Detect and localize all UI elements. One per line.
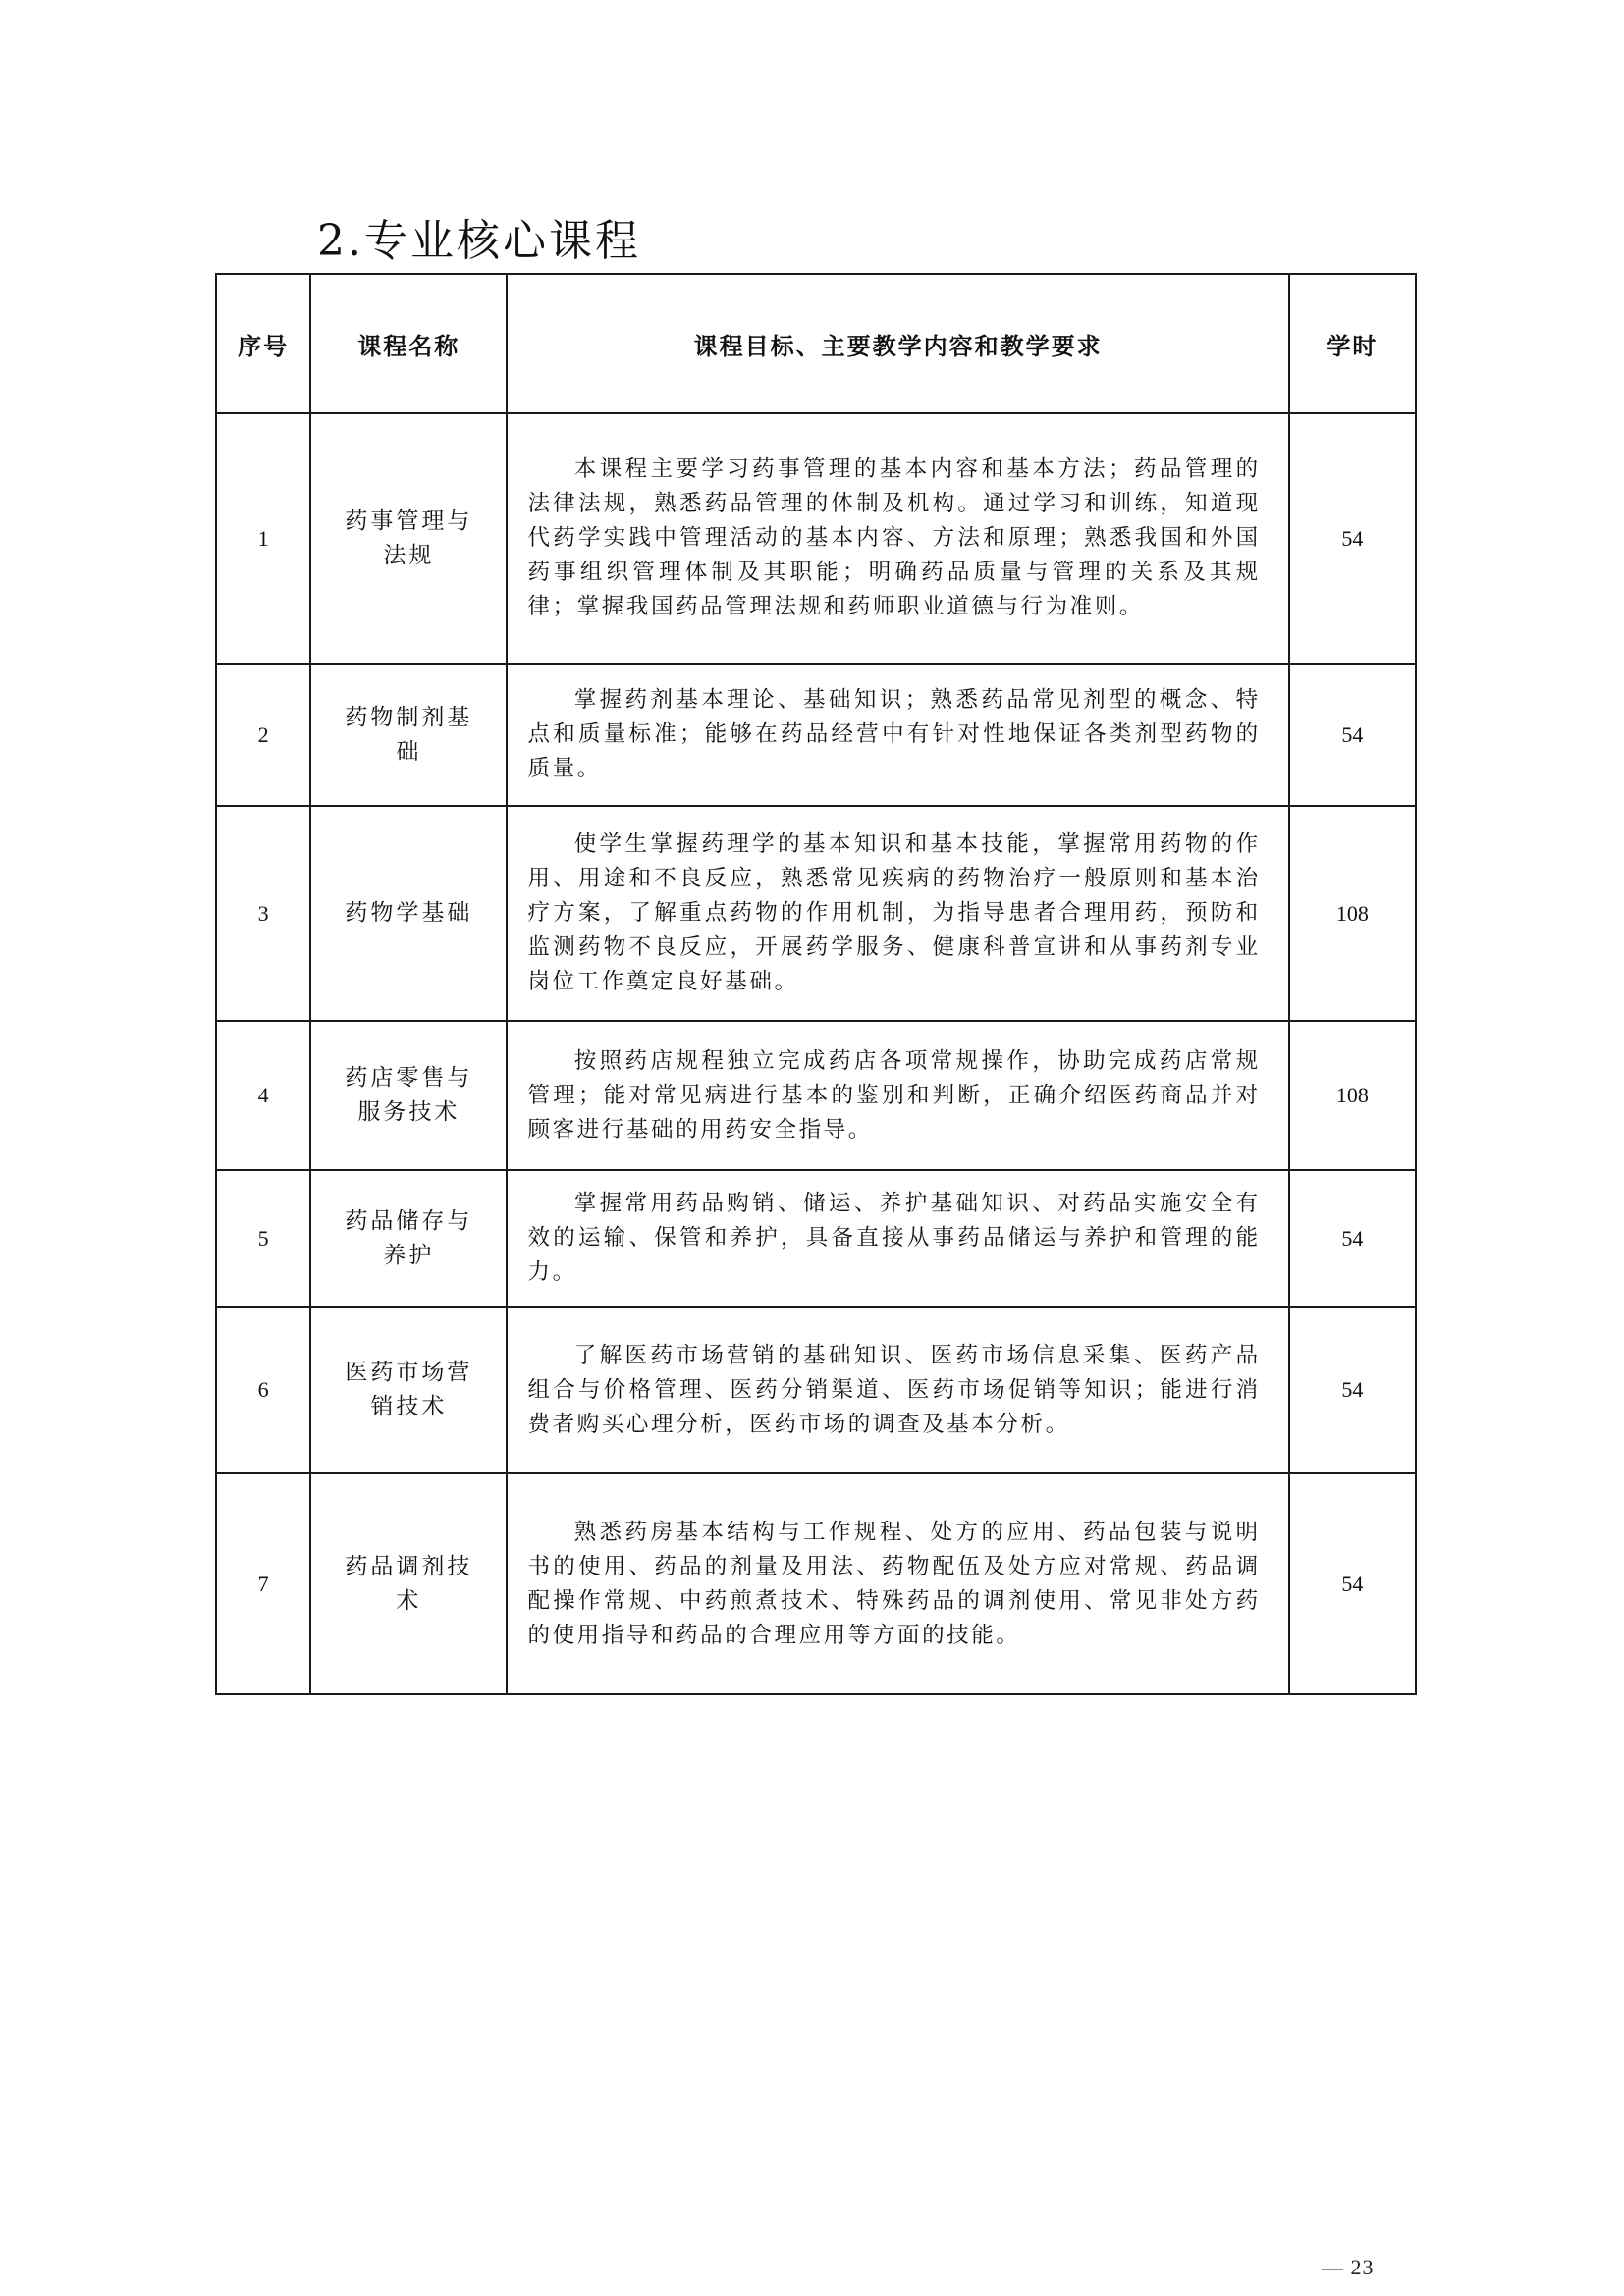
row-number: 5 [216,1170,310,1307]
section-title: 2.专业核心课程 [317,216,641,266]
table-row [216,1021,1416,1170]
core-course-table [215,273,1417,1695]
course-description: 熟悉药房基本结构与工作规程、处方的应用、药品包装与说明书的使用、药品的剂量及用法、药物配伍及处方应对常规、药品调配操作常规、中药煎煮技术、特殊药品的调剂使用、常见非处方药的使用指导和药品的合理应用等方面的技能。 [507,1473,1288,1694]
row-number: 7 [216,1473,310,1694]
row-number: 4 [216,1021,310,1170]
table-row [216,806,1416,1021]
header-hours: 学时 [1289,274,1416,413]
row-number: 3 [216,806,310,1021]
course-description: 了解医药市场营销的基础知识、医药市场信息采集、医药产品组合与价格管理、医药分销渠道、医药市场促销等知识；能进行消费者购买心理分析，医药市场的调查及基本分析。 [507,1307,1288,1473]
table-row [216,413,1416,664]
table-row [216,664,1416,806]
course-name: 医药市场营销技术 [310,1307,507,1473]
course-hours: 54 [1289,664,1416,806]
table-row [216,1307,1416,1473]
row-number: 2 [216,664,310,806]
course-name: 药品储存与养护 [310,1170,507,1307]
course-name: 药事管理与法规 [310,413,507,664]
row-number: 6 [216,1307,310,1473]
course-hours: 108 [1289,806,1416,1021]
course-description: 本课程主要学习药事管理的基本内容和基本方法；药品管理的法律法规，熟悉药品管理的体制及机构。通过学习和训练，知道现代药学实践中管理活动的基本内容、方法和原理；熟悉我国和外国药事组织管理体制及其职能；明确药品质量与管理的关系及其规律；掌握我国药品管理法规和药师职业道德与行为准则。 [507,413,1288,664]
course-hours: 54 [1289,1170,1416,1307]
table-header-row [216,274,1416,413]
course-name: 药物制剂基础 [310,664,507,806]
course-description: 按照药店规程独立完成药店各项常规操作，协助完成药店常规管理；能对常见病进行基本的鉴别和判断，正确介绍医药商品并对顾客进行基础的用药安全指导。 [507,1021,1288,1170]
course-name: 药品调剂技术 [310,1473,507,1694]
page-number: — 23 [1322,2255,1375,2279]
course-description: 掌握药剂基本理论、基础知识；熟悉药品常见剂型的概念、特点和质量标准；能够在药品经营中有针对性地保证各类剂型药物的质量。 [507,664,1288,806]
course-hours: 54 [1289,413,1416,664]
course-description: 掌握常用药品购销、储运、养护基础知识、对药品实施安全有效的运输、保管和养护，具备直接从事药品储运与养护和管理的能力。 [507,1170,1288,1307]
header-course-name: 课程名称 [310,274,507,413]
course-hours: 54 [1289,1473,1416,1694]
course-description: 使学生掌握药理学的基本知识和基本技能，掌握常用药物的作用、用途和不良反应，熟悉常见疾病的药物治疗一般原则和基本治疗方案，了解重点药物的作用机制，为指导患者合理用药，预防和监测药物不良反应，开展药学服务、健康科普宣讲和从事药剂专业岗位工作奠定良好基础。 [507,806,1288,1021]
header-no: 序号 [216,274,310,413]
course-hours: 108 [1289,1021,1416,1170]
table-row [216,1170,1416,1307]
course-name: 药店零售与服务技术 [310,1021,507,1170]
table-row [216,1473,1416,1694]
row-number: 1 [216,413,310,664]
course-name: 药物学基础 [310,806,507,1021]
header-description: 课程目标、主要教学内容和教学要求 [507,274,1288,413]
course-hours: 54 [1289,1307,1416,1473]
